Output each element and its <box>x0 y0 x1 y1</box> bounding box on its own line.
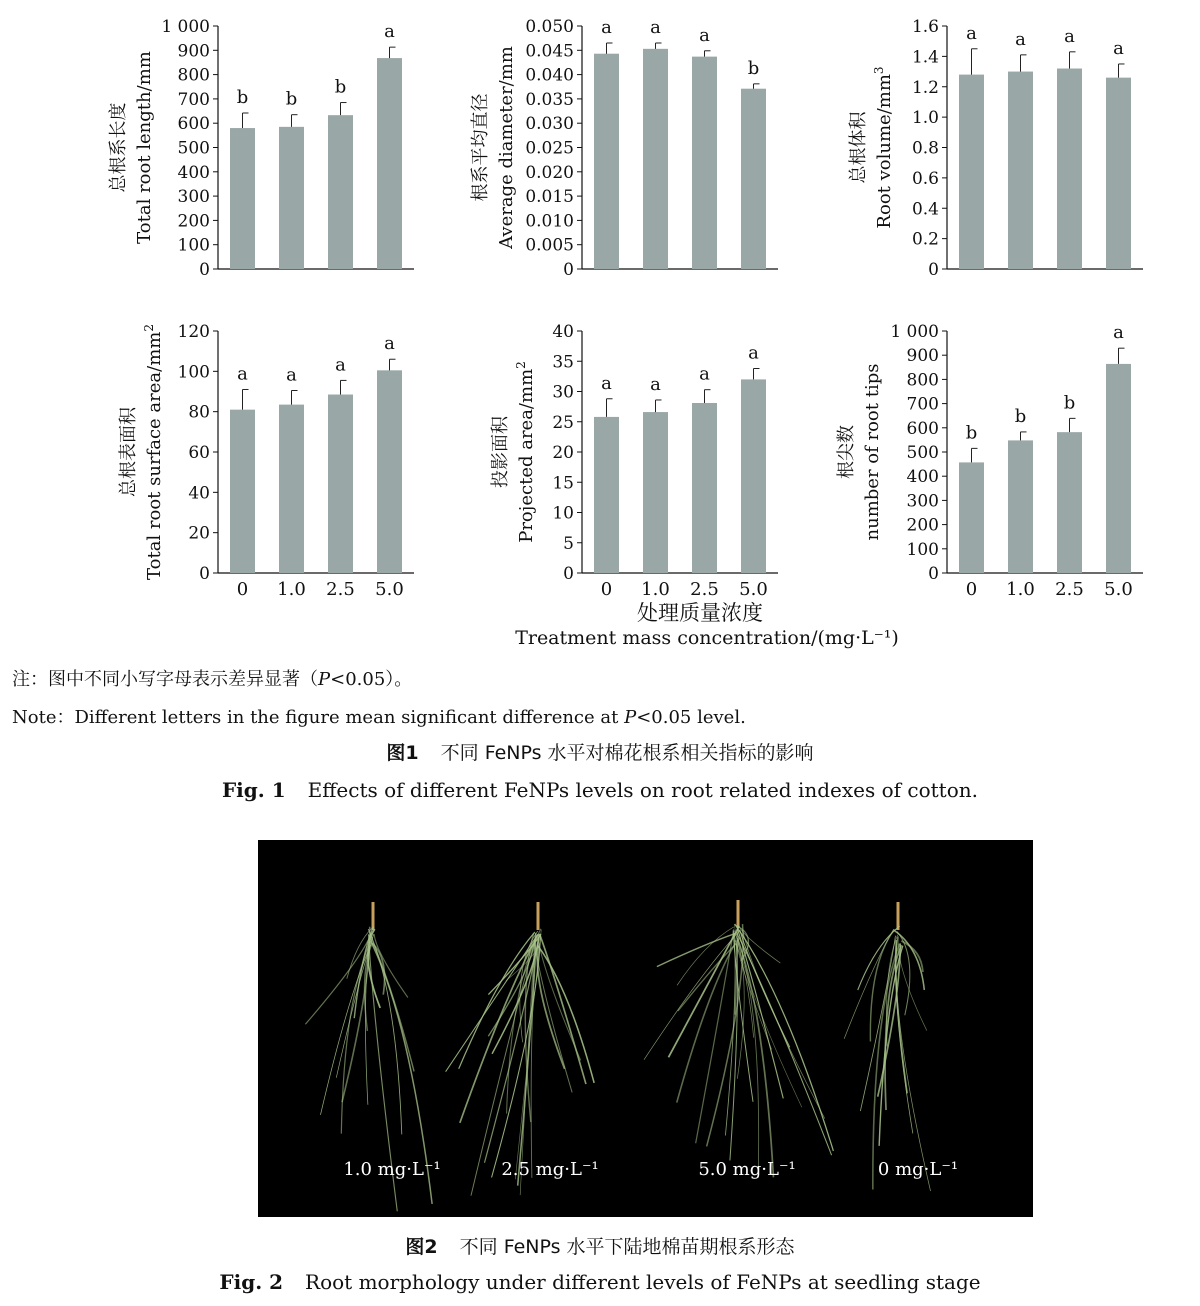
y-axis-label-zh: 总根表面积 <box>118 407 139 497</box>
y-tick-label: 0.020 <box>525 162 574 183</box>
x-tick-label: 1.0 <box>277 579 306 600</box>
y-tick-label: 800 <box>177 65 210 86</box>
x-tick-label: 5.0 <box>739 579 768 600</box>
y-tick-label: 15 <box>552 473 574 494</box>
y-tick-label: 0.040 <box>525 65 574 86</box>
y-tick-label: 0.025 <box>525 138 574 159</box>
y-tick-label: 600 <box>177 114 210 135</box>
y-tick-label: 900 <box>906 346 939 367</box>
figure-2-caption-en: Fig. 2 Root morphology under different levels of FeNPs at seedling stage <box>219 1270 981 1294</box>
y-tick-label: 400 <box>177 162 210 183</box>
y-tick-label: 300 <box>906 491 939 512</box>
y-tick-label: 35 <box>552 352 574 373</box>
chart-root-volume <box>847 17 1143 280</box>
y-tick-label: 200 <box>177 211 210 232</box>
significance-letter: a <box>1064 25 1075 47</box>
x-tick-label: 0 <box>965 579 978 600</box>
bar <box>692 57 717 269</box>
y-tick-label: 1.4 <box>911 47 939 68</box>
chart-root-surface-area <box>117 322 414 600</box>
significance-letter: b <box>1063 392 1076 414</box>
y-tick-label: 20 <box>188 523 210 544</box>
significance-letter: a <box>1113 322 1124 344</box>
bar <box>959 462 984 573</box>
y-tick-label: 0.015 <box>525 187 574 208</box>
y-tick-label: 400 <box>906 467 939 488</box>
bar <box>741 89 766 269</box>
x-tick-label: 2.5 <box>1055 579 1084 600</box>
y-tick-label: 0.8 <box>911 138 939 159</box>
bar <box>230 128 255 269</box>
y-tick-label: 10 <box>552 503 574 524</box>
y-tick-label: 0 <box>563 564 574 584</box>
bar <box>279 127 304 269</box>
x-tick-label: 1.0 <box>641 579 670 600</box>
y-tick-label: 1 000 <box>161 17 210 37</box>
chart-projected-area <box>489 322 778 600</box>
y-tick-label: 300 <box>177 187 210 208</box>
y-tick-label: 0.035 <box>525 89 574 110</box>
y-tick-label: 100 <box>177 362 210 383</box>
bar <box>1106 364 1131 573</box>
significance-letter: a <box>286 364 297 386</box>
bar <box>959 75 984 269</box>
y-tick-label: 0.6 <box>911 168 939 189</box>
bar <box>1008 72 1033 269</box>
bar <box>1106 78 1131 269</box>
y-tick-label: 80 <box>188 402 210 423</box>
y-axis-label-zh: 根尖数 <box>836 425 857 479</box>
y-tick-label: 1 000 <box>890 322 939 342</box>
y-tick-label: 0.4 <box>911 199 939 220</box>
y-tick-label: 0.030 <box>525 114 574 135</box>
x-tick-label: 2.5 <box>690 579 719 600</box>
bar <box>741 379 766 573</box>
bar <box>377 58 402 269</box>
y-tick-label: 700 <box>906 394 939 415</box>
photo-label: 2.5 mg·L⁻¹ <box>501 1159 599 1180</box>
bar <box>594 54 619 269</box>
y-axis-label-en: number of root tips <box>862 363 883 541</box>
note-chinese: 注：图中不同小写字母表示差异显著（P<0.05）。 <box>12 669 413 690</box>
x-tick-label: 0 <box>236 579 249 600</box>
significance-letter: a <box>601 372 612 394</box>
y-tick-label: 25 <box>552 412 574 433</box>
bar <box>328 115 353 269</box>
bar <box>377 370 402 573</box>
y-tick-label: 0.045 <box>525 41 574 62</box>
bar <box>692 403 717 573</box>
x-tick-label: 1.0 <box>1006 579 1035 600</box>
significance-letter: a <box>1113 37 1124 59</box>
x-axis-title-zh: 处理质量浓度 <box>637 601 763 625</box>
x-tick-label: 5.0 <box>375 579 404 600</box>
y-tick-label: 200 <box>906 515 939 536</box>
y-axis-label-zh: 总根系长度 <box>108 102 129 193</box>
y-tick-label: 0.010 <box>525 211 574 232</box>
bar <box>328 395 353 573</box>
y-tick-label: 40 <box>552 322 574 342</box>
y-tick-label: 120 <box>177 322 210 342</box>
x-axis-title-en: Treatment mass concentration/(mg·L⁻¹) <box>515 627 899 649</box>
bar <box>594 417 619 573</box>
significance-letter: b <box>334 76 347 98</box>
significance-letter: b <box>236 86 249 108</box>
y-tick-label: 0.005 <box>525 235 574 256</box>
bar <box>1008 440 1033 573</box>
y-tick-label: 600 <box>906 418 939 439</box>
significance-letter: b <box>285 88 298 110</box>
y-tick-label: 0.2 <box>911 229 939 250</box>
photo-label: 5.0 mg·L⁻¹ <box>698 1159 796 1180</box>
bar <box>643 412 668 573</box>
bar <box>1057 432 1082 573</box>
significance-letter: a <box>1015 28 1026 50</box>
bar <box>643 49 668 269</box>
y-axis-label-en: Average diameter/mm <box>496 46 517 249</box>
y-tick-label: 0 <box>928 260 939 280</box>
significance-letter: b <box>1014 405 1027 427</box>
significance-letter: a <box>601 17 612 39</box>
y-tick-label: 500 <box>177 138 210 159</box>
significance-letter: a <box>650 17 661 39</box>
photo-label: 1.0 mg·L⁻¹ <box>343 1159 441 1180</box>
y-axis-label-en: Total root surface area/$mm^2$ <box>142 324 165 580</box>
y-tick-label: 20 <box>552 443 574 463</box>
significance-letter: a <box>699 363 710 385</box>
x-tick-label: 0 <box>600 579 613 600</box>
y-tick-label: 1.2 <box>911 77 939 98</box>
y-axis-label-en: Projected area/$mm^2$ <box>514 361 537 543</box>
y-tick-label: 100 <box>906 539 939 560</box>
y-tick-label: 60 <box>188 443 210 463</box>
y-tick-label: 0 <box>563 260 574 280</box>
note-english: Note：Different letters in the figure mean significant difference at P<0.05 level. <box>12 707 746 728</box>
y-tick-label: 900 <box>177 41 210 62</box>
significance-letter: a <box>650 373 661 395</box>
significance-letter: b <box>965 422 978 444</box>
y-tick-label: 800 <box>906 370 939 391</box>
root-morphology-photo <box>258 840 1033 1217</box>
significance-letter: a <box>699 24 710 46</box>
significance-letter: a <box>384 21 395 43</box>
significance-letter: b <box>747 57 760 79</box>
significance-letter: a <box>237 363 248 385</box>
significance-letter: a <box>748 342 759 364</box>
y-axis-label-zh: 总根体积 <box>848 111 869 184</box>
y-tick-label: 0 <box>199 260 210 280</box>
bar <box>1057 69 1082 269</box>
x-tick-label: 5.0 <box>1104 579 1133 600</box>
figure-2-caption-zh: 图2 不同 FeNPs 水平下陆地棉苗期根系形态 <box>405 1236 795 1258</box>
y-axis-label-en: Total root length/mm <box>134 51 155 244</box>
significance-letter: a <box>384 333 395 355</box>
significance-letter: a <box>966 22 977 44</box>
bar <box>279 405 304 573</box>
y-tick-label: 1.0 <box>911 108 939 129</box>
figure-1-caption-en: Fig. 1 Effects of different FeNPs levels on root related indexes of cotton. <box>221 778 978 802</box>
y-axis-label-zh: 投影面积 <box>490 416 511 488</box>
chart-total-root-length <box>107 17 414 280</box>
photo-label: 0 mg·L⁻¹ <box>877 1159 959 1180</box>
y-tick-label: 500 <box>906 443 939 463</box>
y-tick-label: 30 <box>552 382 574 403</box>
y-tick-label: 0 <box>928 564 939 584</box>
y-tick-label: 700 <box>177 89 210 110</box>
y-tick-label: 40 <box>188 483 210 504</box>
y-axis-label-en: Root volume/$mm^3$ <box>872 66 895 229</box>
chart-average-diameter <box>469 17 778 280</box>
y-tick-label: 5 <box>563 533 574 554</box>
chart-root-tips <box>835 322 1143 600</box>
x-tick-label: 2.5 <box>326 579 355 600</box>
significance-letter: a <box>335 354 346 376</box>
y-axis-label-zh: 根系平均直径 <box>470 93 491 202</box>
bar <box>230 410 255 573</box>
y-tick-label: 1.6 <box>911 17 939 37</box>
y-tick-label: 100 <box>177 235 210 256</box>
y-tick-label: 0.050 <box>525 17 574 37</box>
figure-1-caption-zh: 图1 不同 FeNPs 水平对棉花根系相关指标的影响 <box>386 742 814 764</box>
y-tick-label: 0 <box>199 564 210 584</box>
